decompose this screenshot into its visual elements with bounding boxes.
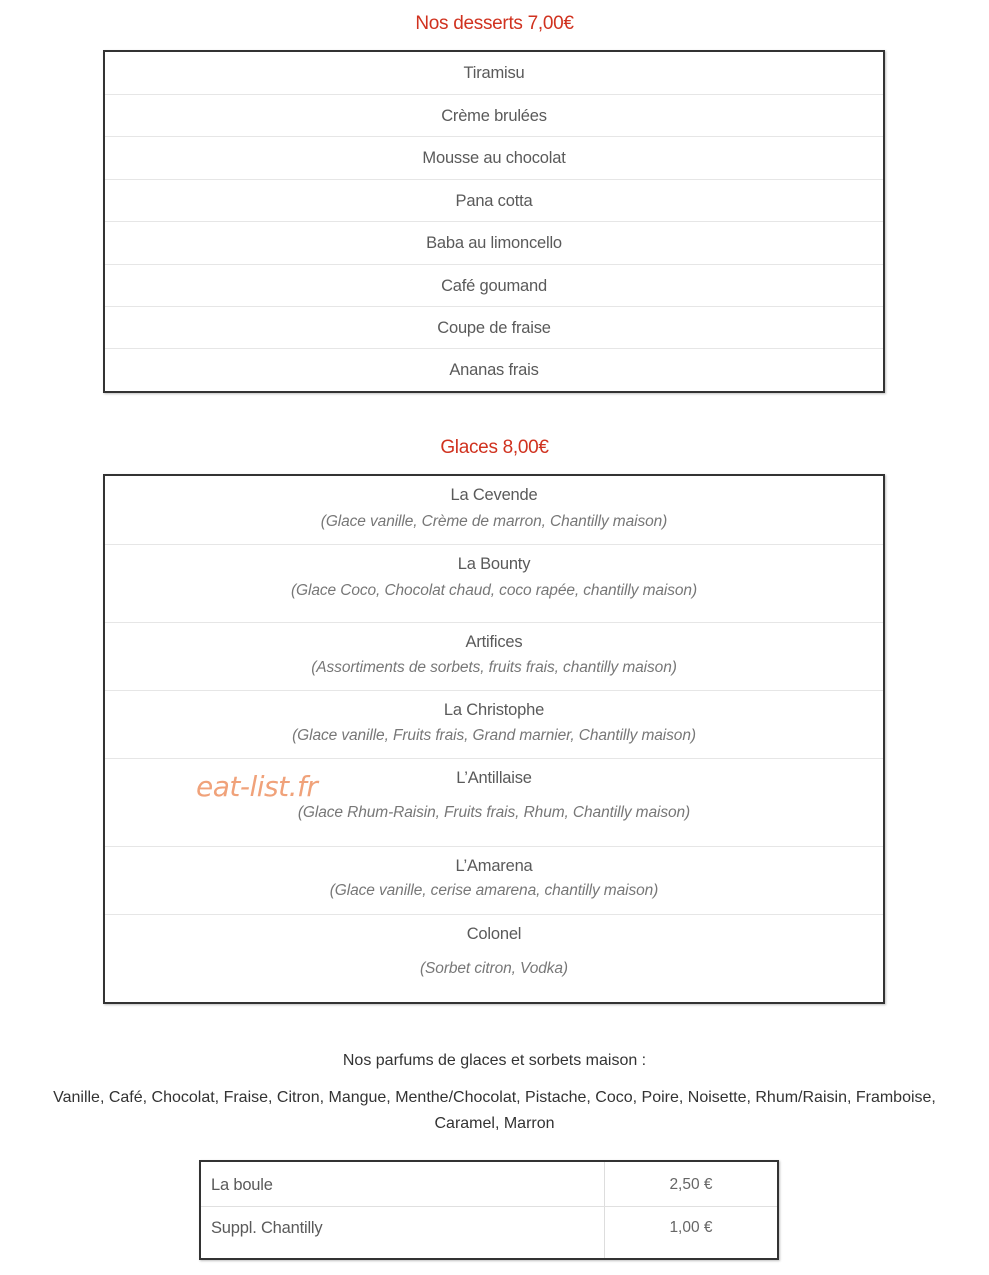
desserts-title: Nos desserts 7,00€ [415,13,574,34]
glace-name: La Christophe [443,701,545,719]
dessert-item: Crème brulées [105,94,883,136]
glace-name: La Bounty [457,555,531,573]
glace-description: (Glace vanille, cerise amarena, chantilly maison) [329,882,659,899]
desserts-menu-box [103,50,885,393]
dessert-item: Mousse au chocolat [105,136,883,178]
glace-description: (Glace Rhum-Raisin, Fruits frais, Rhum, Chantilly maison) [297,804,691,821]
dessert-item: Coupe de fraise [105,306,883,348]
price-value: 1,00 € [669,1219,713,1236]
glaces-menu-box [103,474,885,1004]
glace-description: (Glace Coco, Chocolat chaud, coco rapée, chantilly maison) [290,582,698,599]
price-label: Suppl. Chantilly [211,1219,323,1237]
watermark: eat-list.fr [196,770,318,803]
parfums-line-2: Caramel, Marron [434,1115,555,1132]
dessert-item: Café goumand [105,264,883,306]
parfums-title: Nos parfums de glaces et sorbets maison : [342,1052,647,1069]
glace-item [105,622,883,690]
glace-item [105,846,883,914]
glace-name: La Cevende [450,486,538,504]
price-table [199,1160,779,1260]
glace-description: (Assortiments de sorbets, fruits frais, chantilly maison) [311,659,677,676]
dessert-item: Tiramisu [463,64,525,82]
glace-description: (Glace vanille, Fruits frais, Grand marnier, Chantilly maison) [292,727,696,744]
glace-name: L’Amarena [455,857,533,875]
glace-name: Artifices [465,633,523,651]
glace-item [105,476,883,544]
dessert-item: Baba au limoncello [105,221,883,263]
glace-description: (Glace vanille, Crème de marron, Chantilly maison) [320,513,668,530]
glace-name: L’Antillaise [456,769,532,787]
table-row [201,1164,777,1206]
price-value: 2,50 € [669,1176,713,1193]
dessert-item: Pana cotta [105,179,883,221]
glace-item [105,544,883,622]
table-row [201,1206,777,1249]
parfums-line-1: Vanille, Café, Chocolat, Fraise, Citron, Mangue, Menthe/Chocolat, Pistache, Coco, Poire, Noisette, Rhum/Raisin, Framboise, [53,1089,936,1106]
glace-description: (Sorbet citron, Vodka) [420,960,568,977]
glaces-title: Glaces 8,00€ [440,437,549,458]
dessert-item: Ananas frais [105,348,883,390]
glace-name: Colonel [466,925,522,943]
glace-item [105,914,883,1002]
glace-item [105,690,883,758]
parfums-list [0,1085,989,1137]
price-label: La boule [211,1176,273,1194]
